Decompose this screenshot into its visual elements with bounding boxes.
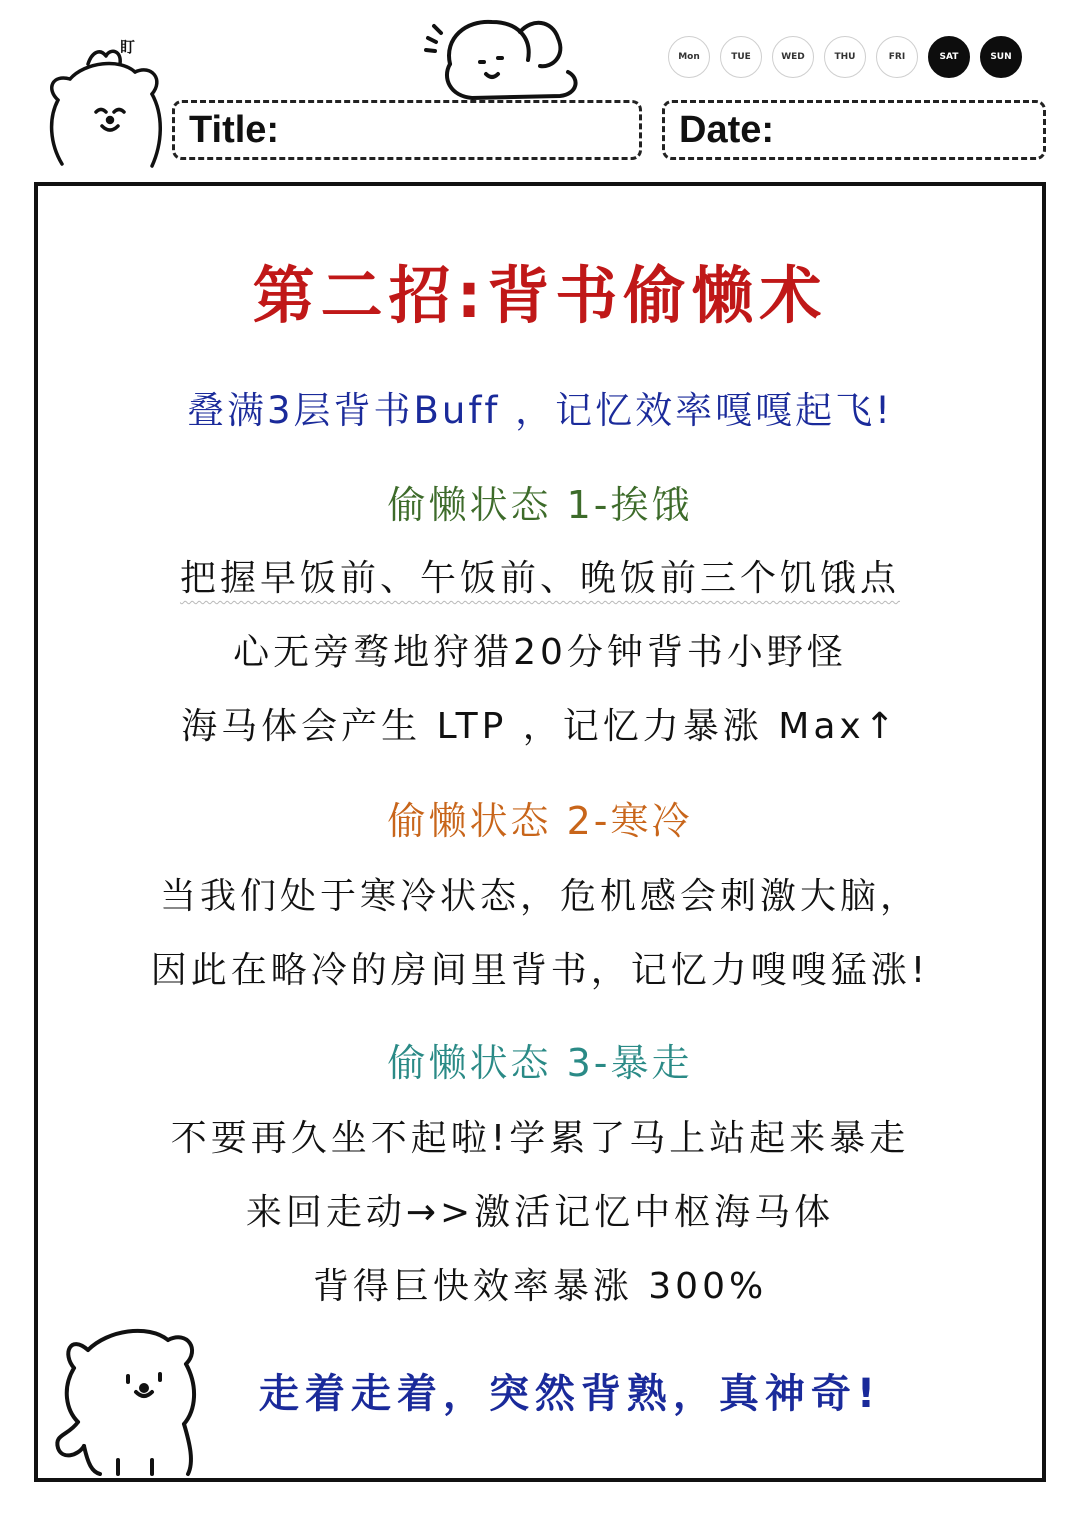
bear-doodle-top-left: [40, 34, 175, 184]
section1-line-text: 把握早饭前、午饭前、晚饭前三个饥饿点: [179, 558, 900, 599]
section1-line: [0, 550, 1080, 601]
section3-line: 来回走动→>激活记忆中枢海马体: [245, 1192, 835, 1233]
section3-line: 不要再久坐不起啦!学累了马上站起来暴走: [170, 1118, 910, 1159]
section3-title: 偷懒状态 3-暴走: [387, 1041, 693, 1085]
section1-title: 偷懒状态 1-挨饿: [387, 483, 693, 527]
weekday-fri[interactable]: FRI: [876, 36, 918, 78]
date-field[interactable]: [662, 100, 1046, 160]
weekday-sat[interactable]: SAT: [928, 36, 970, 78]
section2-line: 因此在略冷的房间里背书，记忆力嗖嗖猛涨!: [150, 950, 930, 991]
dog-doodle-bottom-left: [48, 1310, 218, 1485]
weekday-sun[interactable]: SUN: [980, 36, 1022, 78]
weekday-tue[interactable]: TUE: [720, 36, 762, 78]
weekday-mon[interactable]: Mon: [668, 36, 710, 78]
date-label: Date:: [679, 108, 775, 151]
section1-line: 海马体会产生 LTP ，记忆力暴涨 Max↑: [181, 706, 899, 747]
section3-line: 背得巨快效率暴涨 300%: [312, 1266, 768, 1307]
title-label: Title:: [189, 108, 280, 151]
weekday-selector: [668, 36, 1040, 84]
closing-line: 走着走着，突然背熟，真神奇!: [258, 1371, 882, 1417]
sticker-label: 盯: [120, 38, 136, 56]
weekday-wed[interactable]: WED: [772, 36, 814, 78]
subtitle: 叠满3层背书Buff ，记忆效率嘎嘎起飞!: [186, 389, 894, 432]
title-field[interactable]: [172, 100, 642, 160]
weekday-thu[interactable]: THU: [824, 36, 866, 78]
section2-line: 当我们处于寒冷状态，危机感会刺激大脑，: [159, 876, 920, 917]
page-heading: 第二招:背书偷懒术: [252, 259, 828, 332]
dog-doodle-top-center: [420, 8, 590, 106]
section2-title: 偷懒状态 2-寒冷: [387, 799, 693, 843]
section1-line: 心无旁骛地狩猎20分钟背书小野怪: [233, 632, 847, 673]
